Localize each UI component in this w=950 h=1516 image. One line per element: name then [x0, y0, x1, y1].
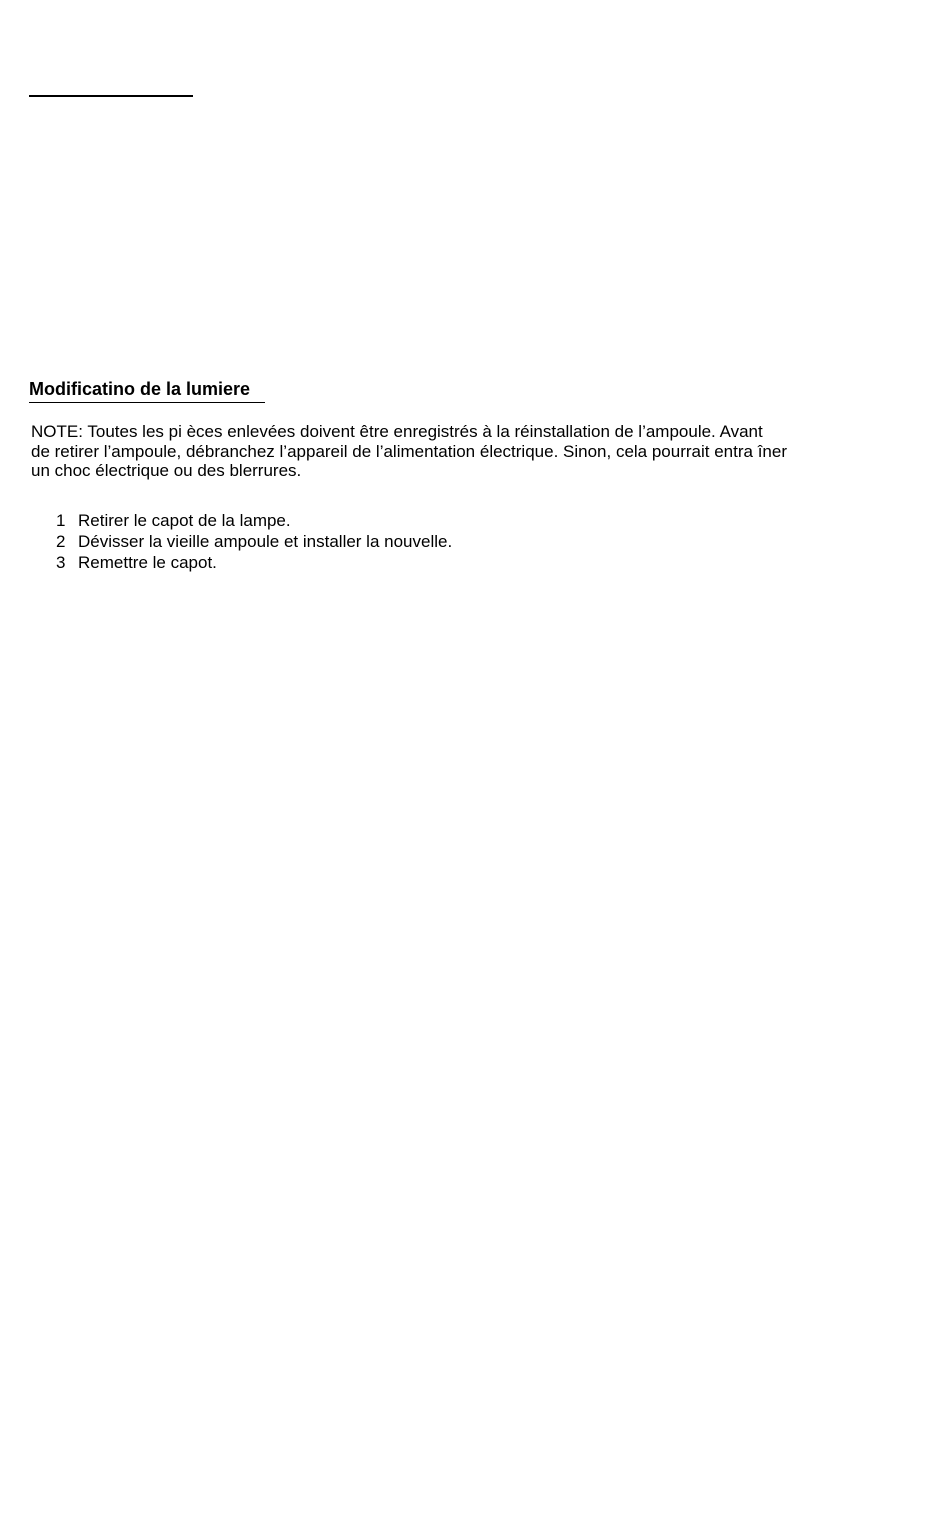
top-divider-rule	[29, 95, 193, 97]
step-text: Remettre le capot.	[78, 553, 217, 572]
section-heading: Modificatino de la lumiere	[29, 379, 251, 399]
note-line: de retirer l’ampoule, débranchez l’appareil de l’alimentation électrique. Sinon, cela pourrait entra îner	[31, 441, 787, 461]
steps-list	[56, 510, 452, 573]
step-number: 3	[56, 553, 66, 572]
step-item	[56, 552, 452, 573]
note-paragraph	[31, 422, 931, 481]
step-text: Retirer le capot de la lampe.	[78, 511, 291, 530]
note-line: NOTE: Toutes les pi èces enlevées doivent être enregistrés à la réinstallation de l’ampoule. Avant	[31, 422, 763, 441]
step-number: 2	[56, 532, 66, 551]
step-item	[56, 510, 452, 531]
step-item	[56, 531, 452, 552]
step-text: Dévisser la vieille ampoule et installer la nouvelle.	[78, 532, 453, 551]
step-number: 1	[56, 511, 66, 530]
note-line: un choc électrique ou des blerrures.	[31, 461, 302, 480]
heading-underline	[29, 402, 265, 403]
